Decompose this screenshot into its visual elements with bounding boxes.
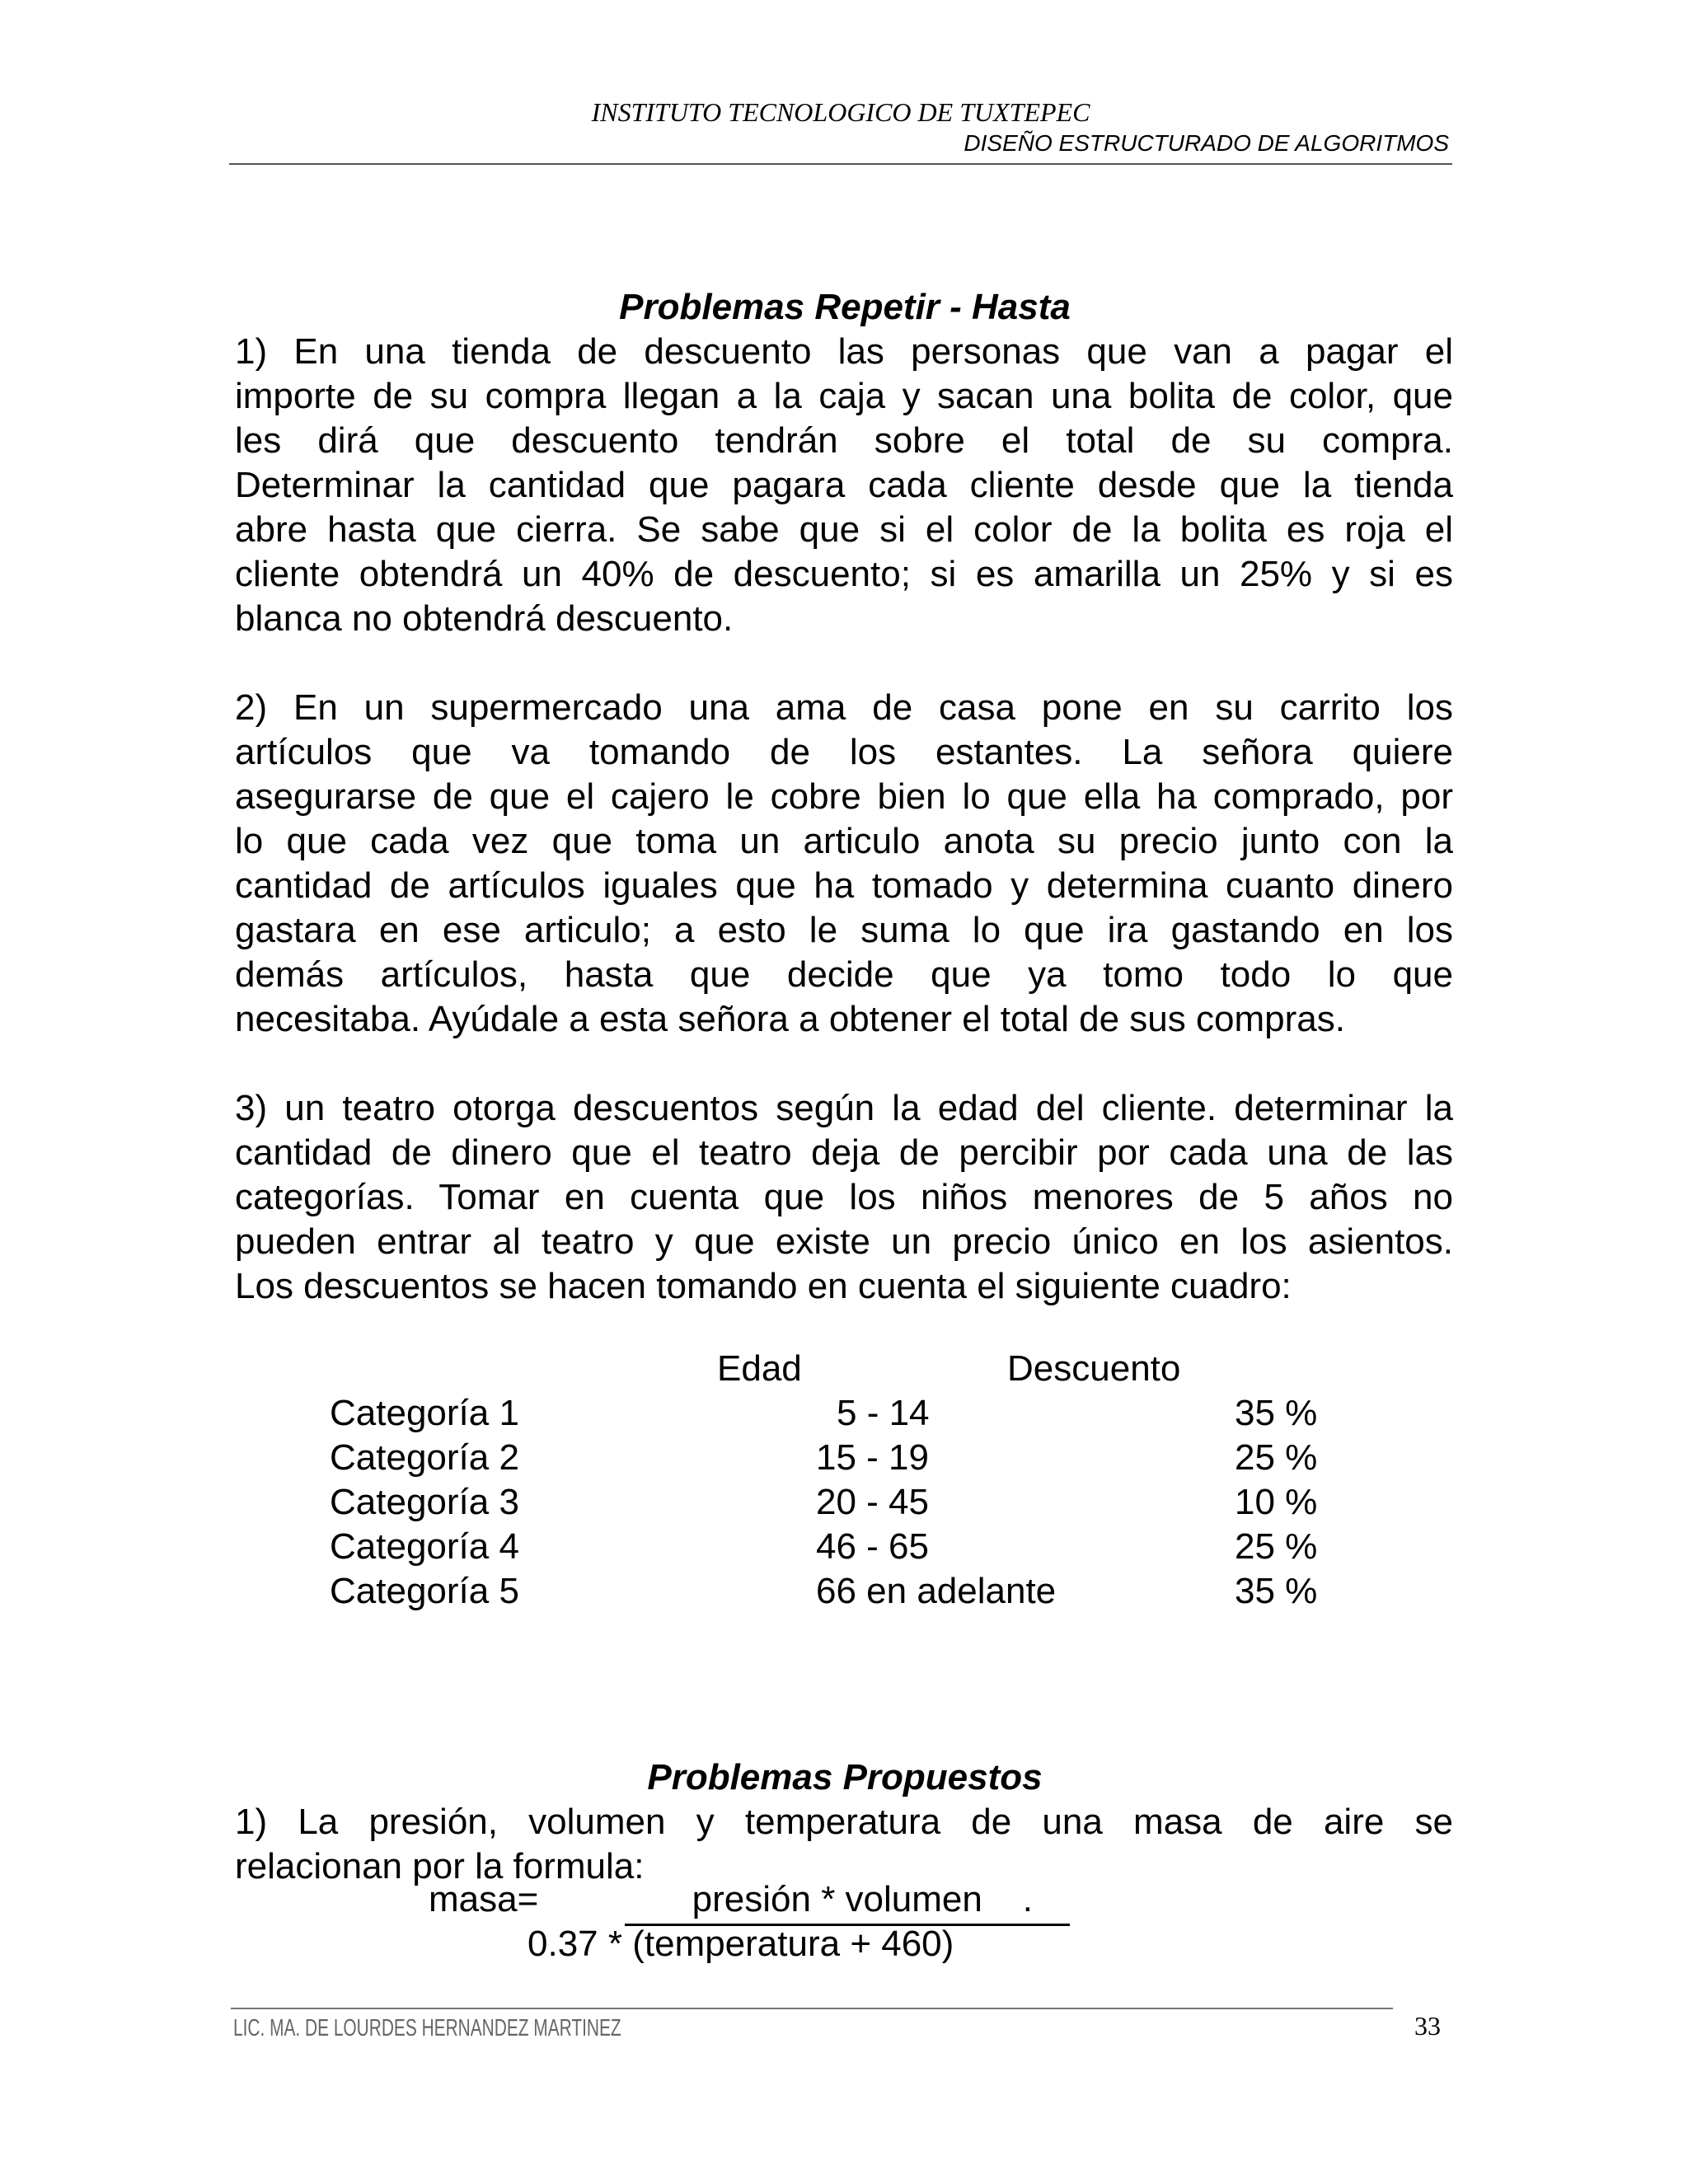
table-cell-category: Categoría 4	[330, 1526, 519, 1567]
table-header-discount: Descuento	[1007, 1348, 1181, 1389]
problem-line: cantidad de artículos iguales que ha tomado y determina cuanto dinero	[235, 865, 1453, 906]
proposed-problem-1-paragraph	[235, 1800, 1453, 1889]
problem-line: asegurarse de que el cajero le cobre bien lo que ella ha comprado, por	[235, 776, 1453, 817]
formula-denominator: 0.37 * (temperatura + 460)	[528, 1924, 954, 1964]
problem-line: 1) En una tienda de descuento las personas que van a pagar el	[235, 331, 1453, 372]
problem-line: 3) un teatro otorga descuentos según la edad del cliente. determinar la	[235, 1088, 1453, 1128]
table-cell-discount: 25 %	[1235, 1437, 1318, 1478]
problem-line: lo que cada vez que toma un articulo anota su precio junto con la	[235, 821, 1453, 861]
problem-line: categorías. Tomar en cuenta que los niños menores de 5 años no	[235, 1177, 1453, 1217]
problem-3-paragraph	[235, 1086, 1453, 1309]
table-cell-discount: 10 %	[1235, 1482, 1318, 1522]
table-cell-discount: 25 %	[1235, 1526, 1318, 1567]
problem-line: cliente obtendrá un 40% de descuento; si es amarilla un 25% y si es	[235, 554, 1453, 594]
problem-line: 1) La presión, volumen y temperatura de una masa de aire se	[235, 1802, 1453, 1842]
header-institute: INSTITUTO TECNOLOGICO DE TUXTEPEC	[591, 97, 1090, 127]
problem-line: 2) En un supermercado una ama de casa pone en su carrito los	[235, 687, 1453, 728]
page-number: 33	[1414, 2011, 1441, 2041]
footer-author: LIC. MA. DE LOURDES HERNANDEZ MARTINEZ	[233, 2015, 621, 2041]
problem-1-paragraph	[235, 330, 1453, 641]
problem-line: Determinar la cantidad que pagara cada cliente desde que la tienda	[235, 465, 1453, 505]
table-cell-category: Categoría 5	[330, 1571, 519, 1611]
problem-line: cantidad de dinero que el teatro deja de percibir por cada una de las	[235, 1132, 1453, 1173]
table-cell-category: Categoría 2	[330, 1437, 519, 1478]
footer-divider	[231, 2008, 1393, 2009]
table-cell-age: 66 en adelante	[816, 1571, 1057, 1611]
header-divider	[229, 163, 1452, 165]
section-title-propuestos: Problemas Propuestos	[647, 1757, 1043, 1797]
table-cell-category: Categoría 3	[330, 1482, 519, 1522]
formula-lhs: masa=	[429, 1879, 539, 1919]
table-header-age: Edad	[717, 1348, 802, 1389]
table-cell-age: 5 - 14	[837, 1393, 930, 1433]
problem-line: gastara en ese articulo; a esto le suma lo que ira gastando en los	[235, 910, 1453, 950]
problem-line: abre hasta que cierra. Se sabe que si el color de la bolita es roja el	[235, 509, 1453, 550]
problem-line: Los descuentos se hacen tomando en cuenta el siguiente cuadro:	[235, 1266, 1292, 1306]
problem-line: pueden entrar al teatro y que existe un precio único en los asientos.	[235, 1221, 1453, 1262]
problem-line: necesitaba. Ayúdale a esta señora a obtener el total de sus compras.	[235, 999, 1345, 1039]
problem-line: demás artículos, hasta que decide que ya tomo todo lo que	[235, 954, 1453, 995]
problem-line: relacionan por la formula:	[235, 1846, 645, 1886]
section-title-repetir-hasta: Problemas Repetir - Hasta	[619, 287, 1071, 327]
problem-2-paragraph	[235, 686, 1453, 1042]
table-cell-age: 20 - 45	[816, 1482, 929, 1522]
table-cell-discount: 35 %	[1235, 1571, 1318, 1611]
problem-line: artículos que va tomando de los estantes. La señora quiere	[235, 732, 1453, 772]
table-cell-age: 46 - 65	[816, 1526, 929, 1567]
problem-line: importe de su compra llegan a la caja y sacan una bolita de color, que	[235, 376, 1453, 416]
formula-numerator: presión * volumen .	[625, 1877, 1070, 1926]
problem-line: blanca no obtendrá descuento.	[235, 598, 734, 639]
table-cell-discount: 35 %	[1235, 1393, 1318, 1433]
table-cell-age: 15 - 19	[816, 1437, 929, 1478]
problem-line: les dirá que descuento tendrán sobre el total de su compra.	[235, 420, 1453, 461]
header-course: DISEÑO ESTRUCTURADO DE ALGORITMOS	[964, 130, 1449, 156]
table-cell-category: Categoría 1	[330, 1393, 519, 1433]
